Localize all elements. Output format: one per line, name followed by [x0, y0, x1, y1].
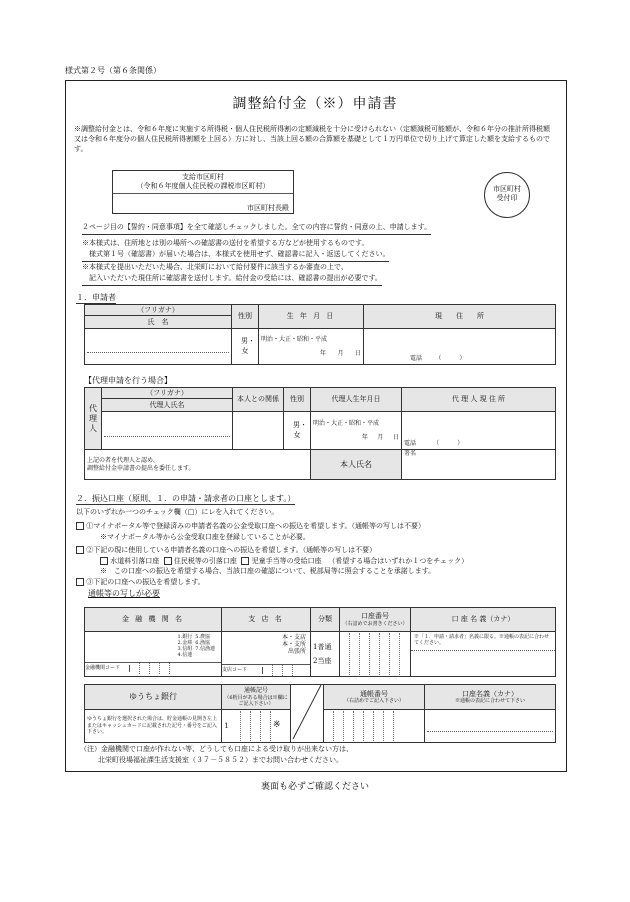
- proxy-side-text: 代理人: [89, 403, 97, 433]
- bank-type-7[interactable]: 7.信漁連: [195, 646, 215, 652]
- gender-header: 性別: [232, 305, 259, 329]
- gender-options: 男・女: [241, 337, 255, 355]
- option3-checkbox[interactable]: [76, 578, 84, 586]
- yucho-name: ゆうちょ銀行: [85, 685, 222, 710]
- yucho-holder-field[interactable]: [425, 710, 556, 743]
- holder-header: 口 座 名 義（カナ）: [411, 608, 556, 632]
- proxy-month-unit: 月: [377, 433, 384, 441]
- principal-name-field[interactable]: [402, 450, 556, 480]
- child-checkbox[interactable]: [241, 557, 249, 565]
- option2-label: ②下記の現に使用している申請者名義の口座への振込を希望します。（通帳等の写しは不要）: [86, 545, 377, 554]
- yucho-slash-cell: [291, 685, 324, 743]
- number-title: 通帳番号: [360, 689, 388, 698]
- phone-parens: （ ）: [435, 354, 466, 362]
- branch-type-2[interactable]: 本・支所: [281, 641, 306, 649]
- proxy-heading: 【代理申請を行う場合】: [84, 376, 172, 385]
- proxy-year-unit: 年: [361, 433, 368, 441]
- yucho-holder-header: [425, 685, 556, 710]
- bank-type-2[interactable]: 2.金庫: [177, 640, 193, 646]
- back-notice: 裏面も必ずご確認ください: [260, 782, 369, 792]
- applicant-table: [84, 304, 556, 365]
- tax-label: 住民税等の引落口座: [173, 556, 237, 565]
- declarations: [82, 222, 562, 286]
- day-unit: 日: [354, 349, 361, 357]
- applicant-gender-field[interactable]: [232, 329, 259, 365]
- era-options: 明治・大正・昭和・平成: [261, 336, 328, 343]
- water-checkbox[interactable]: [100, 557, 108, 565]
- proxy-table: [84, 387, 556, 480]
- option1-checkbox[interactable]: [76, 522, 84, 530]
- bank-type-1[interactable]: 1.銀行: [177, 634, 193, 640]
- declaration-note2: 様式第１号（確認書）が届いた場合は、本様式を使用せず、確認書に記入・返送してください。: [82, 249, 389, 262]
- applicant-address-field[interactable]: [364, 329, 556, 365]
- yucho-note: ゆうちょ銀行を選択された場合は、貯金通帳の見開き左上またはキャッシュカードに記載された記号・番号をご記入下さい。: [85, 710, 222, 743]
- declaration-note4: 記入いただいた現住所に確認書を送付します。給付金の受給には、確認書の提出が必要です。: [82, 273, 382, 286]
- delegation-line2: 調整給付金申請書の提出を委任します。: [87, 464, 195, 472]
- proxy-address-header: 代 理 人 現 住 所: [402, 388, 556, 412]
- addressee-line1: 支給市区町村: [182, 173, 224, 181]
- bank-code-label: 金融機関コード: [85, 665, 130, 671]
- section2-heading: ２．振込口座（原則、１．の申請・請求者の口座とします。）: [76, 494, 296, 503]
- yucho-number-header: [324, 685, 425, 710]
- intro-note: ※調整給付金とは、令和６年度に実施する所得税・個人住民税所得割の定額減税を十分に受けられない（定額減税可能額が、令和６年分の推計所得税額又は令和６年度分の個人住民税所得割額を上回る）方に対し、当該上回る額の合算額を基礎として１万円単位で切り上げて算定した額を支給するものです。: [74, 125, 550, 154]
- proxy-name-field[interactable]: [102, 412, 233, 450]
- bank-table: [84, 607, 556, 677]
- name-label: 氏 名: [85, 316, 232, 329]
- branch-code-label: 支店コード: [222, 667, 263, 673]
- holder-field[interactable]: [411, 632, 556, 677]
- branch-field[interactable]: [222, 632, 311, 677]
- account-no-note: （右詰めでお書きください）: [342, 620, 408, 627]
- proxy-side-label: [85, 388, 102, 450]
- proxy-furigana-label: （フリガナ）: [102, 388, 233, 399]
- month-unit: 月: [337, 349, 344, 357]
- yucho-table: [84, 684, 556, 743]
- child-label: 児童手当等の受給口座: [251, 556, 322, 565]
- yucho-number-field[interactable]: [324, 710, 425, 743]
- proxy-address-field[interactable]: [402, 412, 556, 450]
- tax-checkbox[interactable]: [164, 557, 172, 565]
- option2-row[interactable]: [76, 545, 556, 556]
- stamp-line1: 市区町村: [493, 185, 521, 193]
- footnote-line2: 北栄町役場福祉課生活支援室（３７－５８５２）までお問い合わせください。: [98, 756, 343, 764]
- category-current[interactable]: 2当座: [313, 657, 332, 665]
- option2-note: ※ この口座への振込を希望する場合、当該口座の確認について、税部局等に照会することを承諾します。: [100, 567, 436, 576]
- account-options: [76, 521, 556, 600]
- proxy-name-label: 代理人氏名: [102, 399, 233, 412]
- option1-label: ①マイナポータル等で登録済みの申請者名義の公金受取口座への振込を希望します。（通帳等の写しは不要）: [86, 522, 426, 530]
- form-title: 調整給付金（※）申請書: [232, 96, 398, 112]
- bank-type-4[interactable]: 4.信連: [177, 652, 193, 658]
- option1-row[interactable]: [76, 521, 556, 532]
- symbol-note: （6桁目がある場合は※欄にご記入下さい）: [224, 694, 288, 707]
- bank-name-field[interactable]: [85, 632, 222, 677]
- addressee-box: [112, 170, 294, 214]
- proxy-day-unit: 日: [392, 433, 399, 441]
- phone-label: 電話: [410, 354, 423, 362]
- branch-type-3[interactable]: 出張所: [287, 648, 306, 656]
- declaration-note3: ※本様式を提出いただいた場合、北栄町において給付要件に該当するか審査の上で、: [82, 262, 348, 271]
- yucho-holder-note: ※通帳の表記に合わせて下さい: [454, 698, 525, 705]
- principal-name-label: 本人氏名: [311, 450, 402, 480]
- option3-row[interactable]: [76, 577, 556, 588]
- proxy-phone-parens: （ ）: [433, 439, 464, 447]
- relation-header: 本人との関係: [233, 388, 284, 412]
- proxy-gender-options: 男・女: [293, 421, 307, 439]
- birth-header: 生 年 月 日: [259, 305, 364, 329]
- option1-note: ※マイナポータル等から公金受取口座を登録していることが必要。: [100, 532, 310, 541]
- water-label: 水道料引落口座: [110, 556, 160, 565]
- applicant-birth-field[interactable]: [259, 329, 364, 365]
- proxy-era-options: 明治・大正・昭和・平成: [313, 420, 380, 427]
- proxy-gender-field[interactable]: [284, 412, 311, 450]
- delegation-line1: 上記の者を代理人と認め、: [87, 457, 159, 464]
- year-unit: 年: [320, 349, 327, 357]
- account-no-header: [340, 608, 411, 632]
- proxy-birth-field[interactable]: [311, 412, 402, 450]
- yucho-symbol-header: [222, 685, 291, 710]
- symbol-first-digit: 1: [224, 721, 229, 730]
- branch-header: 支 店 名: [222, 608, 311, 632]
- category-field[interactable]: [311, 632, 340, 677]
- addressee-line2: （令和６年度個人住民税の課税市区町村）: [113, 182, 293, 194]
- holder-note: ※「１．申請・請求者」名義に限る。※通帳の表記に合わせてください。: [414, 634, 550, 647]
- declaration-agree: ２ページ目の【誓約・同意事項】を全て確認しチェックしました。全ての内容に誓約・同意の上、申請します。: [82, 222, 431, 235]
- form-number: 様式第２号（第６条関係）: [65, 66, 161, 75]
- bank-name-header: 金 融 機 関 名: [85, 608, 222, 632]
- yucho-symbol-field[interactable]: [222, 710, 291, 743]
- bank-type-3[interactable]: 3.信組: [177, 646, 193, 652]
- section1-heading: １．申請者: [76, 293, 116, 302]
- slash-line: [291, 685, 323, 739]
- number-note: （右詰めでご記入下さい）: [343, 698, 404, 705]
- branch-type-1[interactable]: 本・支店: [281, 634, 306, 641]
- bank-type-5[interactable]: 5.農協: [195, 634, 210, 640]
- declaration-note1: ※本様式は、住所地とは別の場所への確認書の送付を希望する方などが使用するものです。: [82, 238, 369, 247]
- yucho-holder-title: 口座名義（カナ）: [462, 689, 518, 698]
- bank-type-6[interactable]: 6.漁協: [195, 640, 210, 646]
- furigana-label: （フリガナ）: [85, 305, 232, 316]
- section2-instruction: 以下のいずれか一つのチェック欄（□）にレを入れてください。: [76, 508, 279, 516]
- symbol-title: 通帳記号: [243, 687, 268, 695]
- relation-field[interactable]: [233, 412, 284, 450]
- stamp-line2: 受付印: [496, 193, 518, 202]
- account-no-field[interactable]: [340, 632, 411, 677]
- proxy-gender-header: 性別: [284, 388, 311, 412]
- symbol-asterisk: ※: [273, 720, 281, 731]
- footnote-line1: （注）金融機関で口座が作れない等、どうしても口座による受け取りが出来ない方は、: [80, 745, 353, 753]
- proxy-birth-header: 代理人生年月日: [311, 388, 402, 412]
- option2-checkbox[interactable]: [76, 546, 84, 554]
- passbook-required: 通帳等の写しが必要: [88, 589, 160, 599]
- category-header: 分類: [311, 608, 340, 632]
- account-no-title: 口座番号: [361, 612, 389, 620]
- proxy-phone-label: 電話: [404, 439, 417, 447]
- seal-label: 署名: [404, 450, 417, 457]
- applicant-name-field[interactable]: [85, 329, 232, 365]
- category-ordinary[interactable]: 1普通: [313, 643, 332, 651]
- address-header: 現 住 所: [364, 305, 556, 329]
- delegation-statement: [85, 450, 311, 480]
- reception-stamp: [484, 172, 530, 218]
- addressee-line3: 市区町村長殿: [247, 203, 289, 212]
- option2-sub-note: （希望する場合はいずれか１つをチェック）: [328, 556, 469, 565]
- option3-label: ③下記の口座への振込を希望します。: [86, 578, 205, 587]
